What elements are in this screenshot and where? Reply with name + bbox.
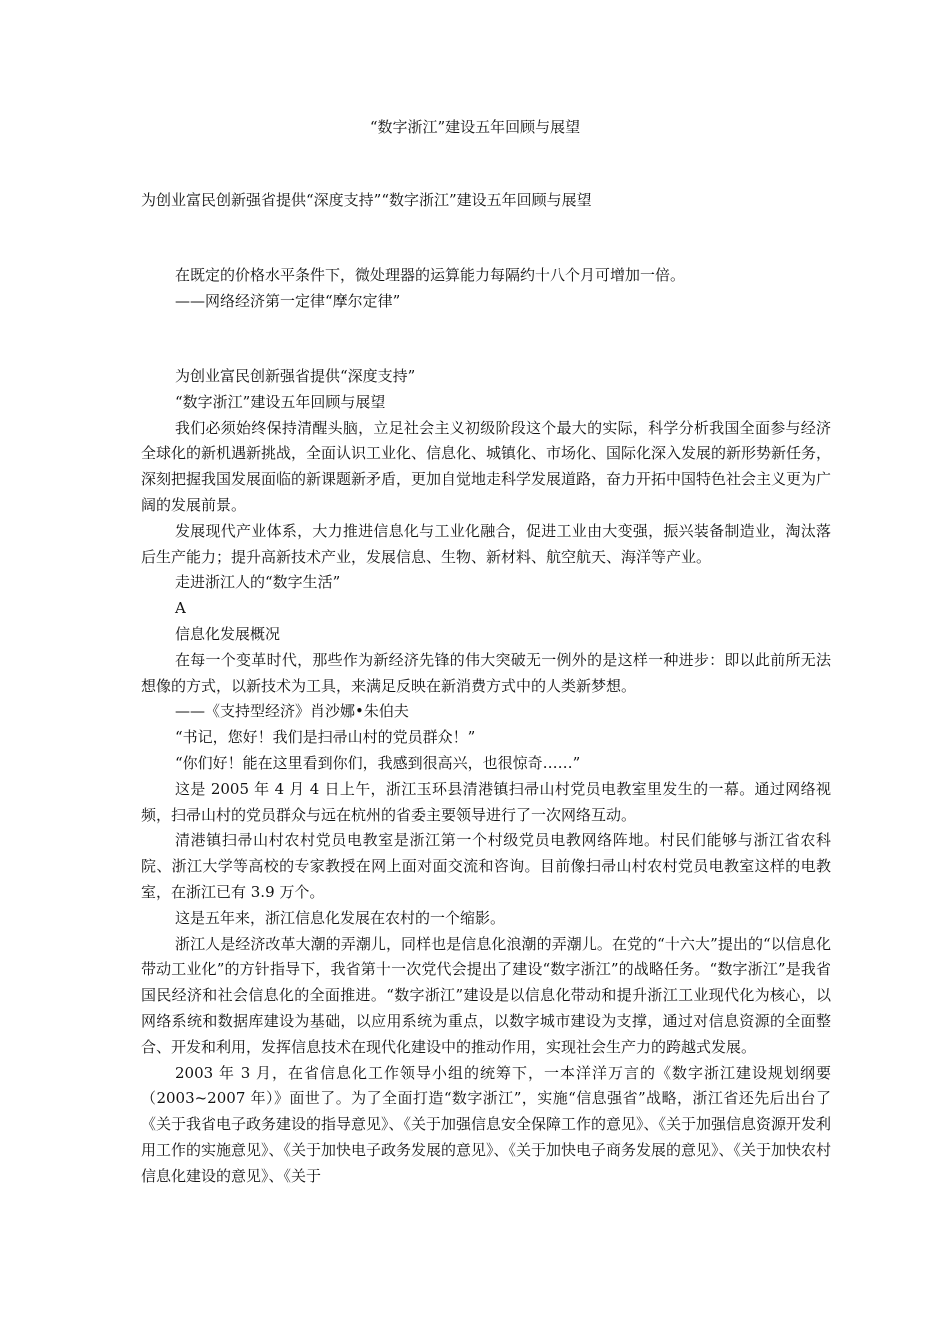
paragraph: 为创业富民创新强省提供“深度支持” bbox=[175, 367, 416, 385]
epigraph bbox=[141, 263, 831, 315]
document-title: “数字浙江”建设五年回顾与展望 bbox=[369, 118, 581, 136]
epigraph-attribution: ——网络经济第一定律“摩尔定律” bbox=[175, 291, 401, 310]
section-heading: 信息化发展概况 bbox=[175, 624, 281, 643]
section-marker: A bbox=[175, 599, 186, 618]
quote-attribution: ——《支持型经济》肖沙娜•朱伯夫 bbox=[175, 702, 409, 721]
paragraph: 发展现代产业体系，大力推进信息化与工业化融合，促进工业由大变强，振兴装备制造业，淘汰落后生产能力；提升高新技术产业，发展信息、生物、新材料、航空航天、海洋等产业。 bbox=[141, 521, 831, 566]
paragraph: 2003 年 3 月，在省信息化工作领导小组的统筹下，一本洋洋万言的《数字浙江建设规划纲要（2003~2007 年）》面世了。为了全面打造“数字浙江”，实施“信息强省”战略，浙江省还先后出台了《关于我省电子政务建设的指导意见》、《关于加强信息安全保障工作的意见》、《关于加强信息资源开发利用工作的实施意见》、《关于加快电子政务发展的意见》、《关于加快电子商务发展的意见》、《关于加快农村信息化建设的意见》、《关于 bbox=[141, 1063, 832, 1185]
epigraph-line: 在既定的价格水平条件下，微处理器的运算能力每隔约十八个月可增加一倍。 bbox=[175, 266, 686, 284]
paragraph: 这是五年来，浙江信息化发展在农村的一个缩影。 bbox=[175, 908, 506, 927]
dialogue-line: “书记，您好！我们是扫帚山村的党员群众！” bbox=[175, 728, 476, 747]
paragraph: 浙江人是经济改革大潮的弄潮儿，同样也是信息化浪潮的弄潮儿。在党的“十六大”提出的“以信息化带动工业化”的方针指导下，我省第十一次党代会提出了建设“数字浙江”的战略任务。“数字浙江”是我省国民经济和社会信息化的全面推进。“数字浙江”建设是以信息化带动和提升浙江工业现代化为核心，以网络系统和数据库建设为基础，以应用系统为重点，以数字城市建设为支撑，通过对信息资源的全面整合、开发和利用，发挥信息技术在现代化建设中的推动作用，实现社会生产力的跨越式发展。 bbox=[141, 934, 831, 1056]
paragraph: 清港镇扫帚山村农村党员电教室是浙江第一个村级党员电教网络阵地。村民们能够与浙江省农科院、浙江大学等高校的专家教授在网上面对面交流和咨询。目前像扫帚山村农村党员电教室这样的电教室，在浙江已有 3.9 万个。 bbox=[141, 831, 831, 901]
dialogue-line: “你们好！能在这里看到你们，我感到很高兴，也很惊奇……” bbox=[175, 753, 581, 772]
paragraph: 在每一个变革时代，那些作为新经济先锋的伟大突破无一例外的是这样一种进步：即以此前所无法想像的方式，以新技术为工具，来满足反映在新消费方式中的人类新梦想。 bbox=[141, 650, 831, 695]
paragraph: 我们必须始终保持清醒头脑，立足社会主义初级阶段这个最大的实际，科学分析我国全面参与经济全球化的新机遇新挑战，全面认识工业化、信息化、城镇化、市场化、国际化深入发展的新形势新任务，深刻把握我国发展面临的新课题新矛盾，更加自觉地走科学发展道路，奋力开拓中国特色社会主义更为广阔的发展前景。 bbox=[141, 418, 832, 514]
paragraph: “数字浙江”建设五年回顾与展望 bbox=[175, 392, 386, 411]
document-body bbox=[141, 364, 831, 1190]
paragraph: 这是 2005 年 4 月 4 日上午，浙江玉环县清港镇扫帚山村党员电教室里发生的一幕。通过网络视频，扫帚山村的党员群众与远在杭州的省委主要领导进行了一次网络互动。 bbox=[141, 779, 831, 824]
section-heading: 走进浙江人的“数字生活” bbox=[175, 573, 341, 592]
document-subtitle: 为创业富民创新强省提供“深度支持”“数字浙江”建设五年回顾与展望 bbox=[141, 191, 592, 209]
